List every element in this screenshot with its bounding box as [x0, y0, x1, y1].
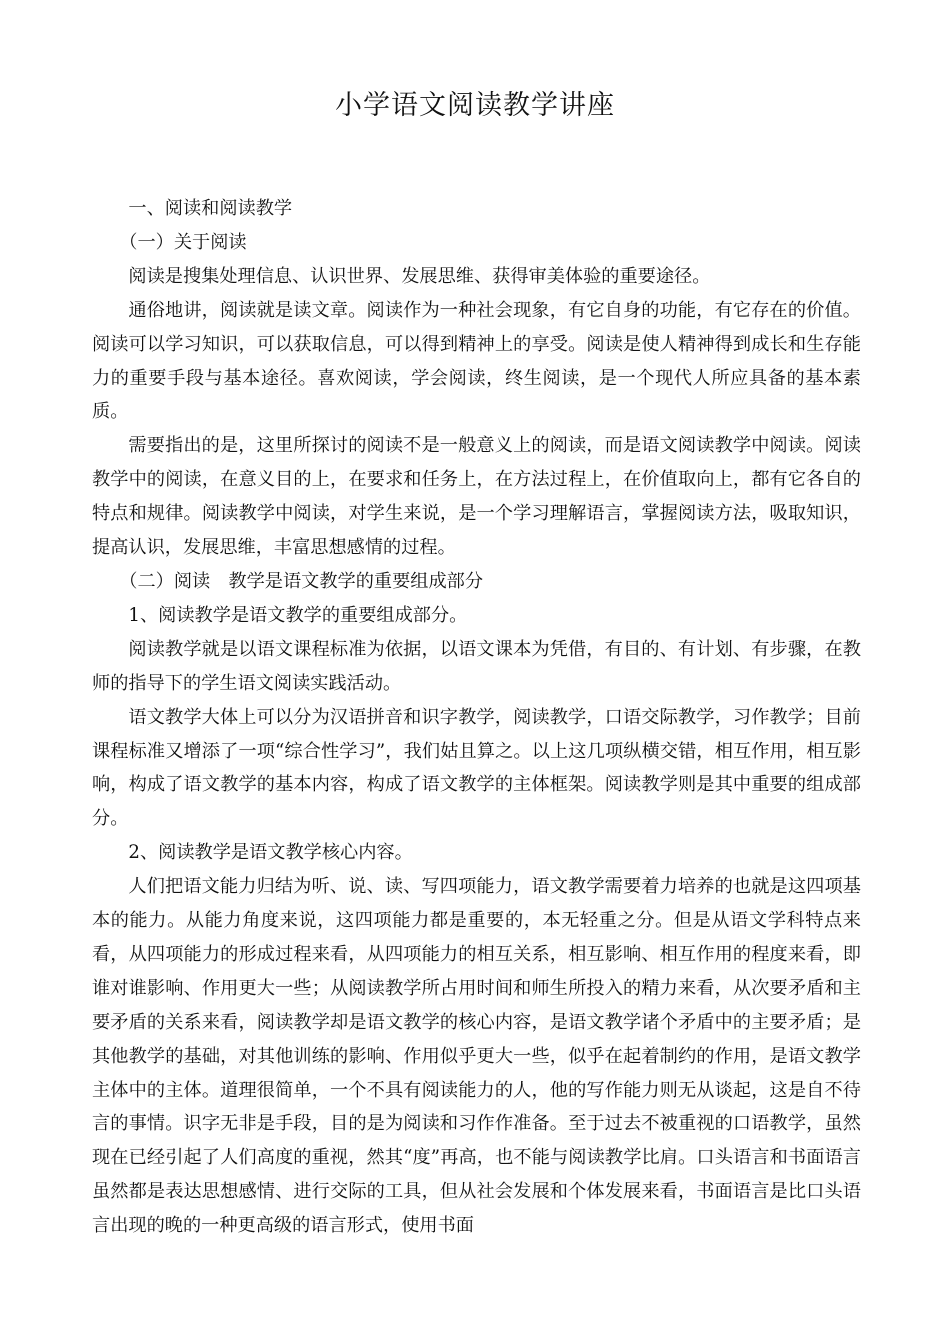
document-body: [92, 192, 861, 1243]
subsection-heading: （二）阅读 教学是语文教学的重要组成部分: [119, 570, 484, 592]
body-paragraph: 需要指出的是，这里所探讨的阅读不是一般意义上的阅读，而是语文阅读教学中阅读。阅读教学中的阅读，在意义目的上，在要求和任务上，在方法过程上，在价值取向上，都有它各自的特点和规律。阅读教学中阅读，对学生来说，是一个学习理解语言，掌握阅读方法，吸取知识，提高认识，发展思维，丰富思想感情的过程。: [92, 435, 861, 559]
section-heading: 一、阅读和阅读教学: [128, 198, 293, 219]
body-paragraph: 语文教学大体上可以分为汉语拼音和识字教学，阅读教学，口语交际教学，习作教学；目前课程标准又增添了一项“综合性学习”，我们姑且算之。以上这几项纵横交错，相互作用，相互影响，构成了语文教学的基本内容，构成了语文教学的主体框架。阅读教学则是其中重要的组成部分。: [92, 706, 861, 830]
body-paragraph: 通俗地讲，阅读就是读文章。阅读作为一种社会现象，有它自身的功能，有它存在的价值。阅读可以学习知识，可以获取信息，可以得到精神上的享受。阅读是使人精神得到成长和生存能力的重要手段与基本途径。喜欢阅读，学会阅读，终生阅读，是一个现代人所应具备的基本素质。: [92, 299, 861, 423]
numbered-point: 2、阅读教学是语文教学核心内容。: [128, 842, 413, 864]
body-paragraph: 人们把语文能力归结为听、说、读、写四项能力，语文教学需要着力培养的也就是这四项基本的能力。从能力角度来说，这四项能力都是重要的，本无轻重之分。但是从语文学科特点来看，从四项能力的形成过程来看，从四项能力的相互关系，相互影响、相互作用的程度来看，即谁对谁影响、作用更大一些；从阅读教学所占用时间和师生所投入的精力来看，从次要矛盾和主要矛盾的关系来看，阅读教学却是语文教学的核心内容，是语文教学诸个矛盾中的主要矛盾；是其他教学的基础，对其他训练的影响、作用似乎更大一些，似乎在起着制约的作用，是语文教学主体中的主体。道理很简单，一个不具有阅读能力的人，他的写作能力则无从谈起，这是自不待言的事情。识字无非是手段，目的是为阅读和习作作准备。至于过去不被重视的口语教学，虽然现在已经引起了人们高度的重视，然其“度”再高，也不能与阅读教学比肩。口头语言和书面语言虽然都是表达思想感情、进行交际的工具，但从社会发展和个体发展来看，书面语言是比口头语言出现的晚的一种更高级的语言形式，使用书面: [92, 876, 861, 1237]
subsection-heading: （一）关于阅读: [119, 231, 247, 253]
document-title: 小学语文阅读教学讲座: [335, 90, 615, 121]
body-paragraph: 阅读教学就是以语文课程标准为依据，以语文课本为凭借，有目的、有计划、有步骤，在教师的指导下的学生语文阅读实践活动。: [92, 638, 861, 694]
numbered-point: 1、阅读教学是语文教学的重要组成部分。: [128, 604, 468, 626]
body-paragraph: 阅读是搜集处理信息、认识世界、发展思维、获得审美体验的重要途径。: [128, 265, 711, 287]
